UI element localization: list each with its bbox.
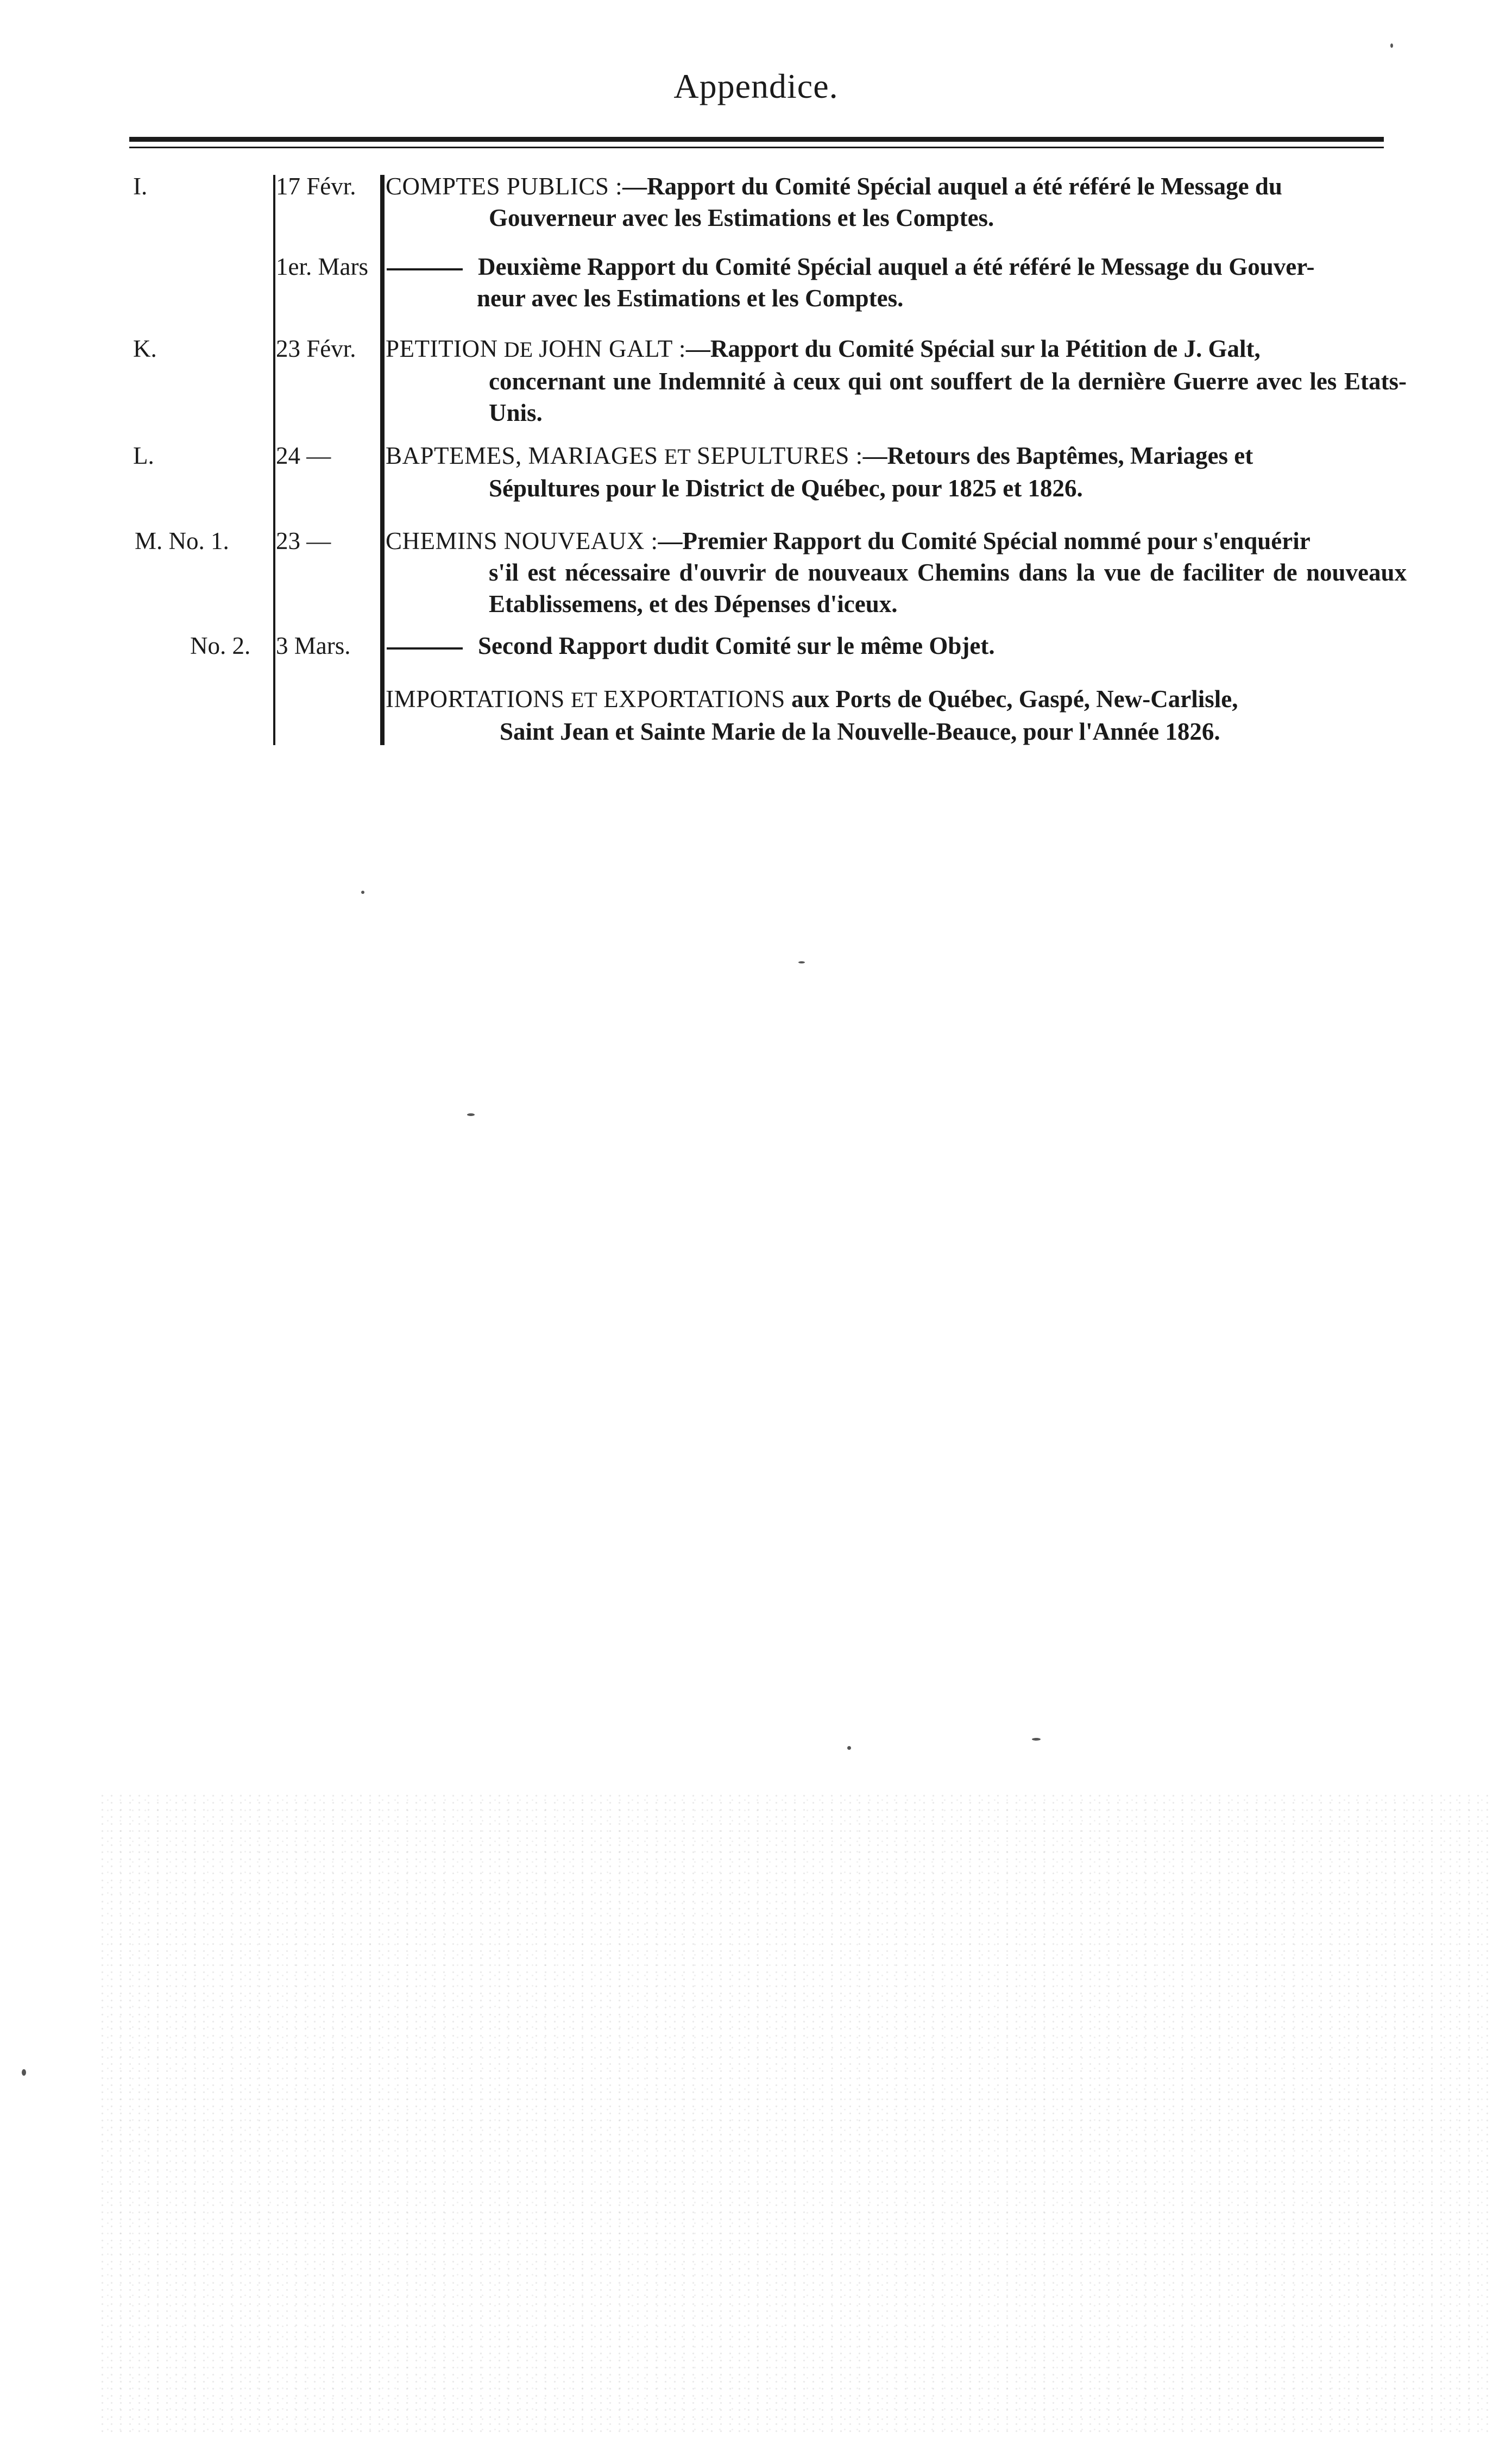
entry-lead: —Premier Rapport du Comité Spécial nommé pour s'enquérir: [658, 527, 1311, 554]
scan-speck: [798, 961, 805, 963]
entry-heading: COMPTES PUBLICS :: [386, 173, 623, 200]
entry-continuation: Sépultures pour le District de Québec, pour 1825 et 1826.: [489, 475, 1083, 502]
entry-heading: IMPORTATIONS: [386, 685, 565, 713]
entry-date: 23 —: [276, 527, 331, 554]
entry-continuation: Gouverneur avec les Estimations et les Comptes.: [489, 204, 994, 231]
entry-text: [386, 251, 1407, 314]
page-title: Appendice.: [673, 67, 839, 105]
entry-text: [386, 333, 1407, 428]
entry-date: 24 —: [276, 442, 331, 469]
entry-lead: —Retours des Baptêmes, Mariages et: [862, 442, 1253, 469]
scan-speck: [1032, 1738, 1041, 1741]
scan-speck: [22, 2069, 26, 2076]
entry-letter: I.: [133, 173, 148, 200]
entry-date: 23 Févr.: [276, 335, 356, 362]
entry-letter: L.: [133, 442, 154, 469]
ditto-dash: [387, 268, 463, 270]
entry-text: [386, 440, 1407, 504]
entry-continuation: Saint Jean et Sainte Marie de la Nouvelle-Beauce, pour l'Année 1826.: [500, 718, 1220, 745]
entry-continuation: concernant une Indemnité à ceux qui ont souffert de la dernière Guerre avec les Etats-Unis.: [489, 368, 1407, 426]
entry-text: [386, 630, 1407, 661]
entry-lead: Deuxième Rapport du Comité Spécial auquel a été référé le Message du Gouver-: [478, 253, 1315, 280]
scan-speck: [467, 1113, 475, 1116]
entry-text: [386, 525, 1407, 620]
entry-date: 3 Mars.: [276, 632, 351, 659]
scan-speck: [847, 1746, 851, 1750]
entry-continuation: s'il est nécessaire d'ouvrir de nouveaux Chemins dans la vue de faciliter de nouveaux Etablissemens, et des Dépenses d'iceux.: [489, 559, 1407, 617]
entry-letter: M. No. 1.: [135, 527, 229, 554]
entry-heading: PETITION: [386, 335, 498, 362]
entry-heading: EXPORTATIONS: [603, 685, 785, 713]
entry-letter: No. 2.: [190, 632, 251, 659]
header-rule-thin: [129, 147, 1384, 148]
entry-heading-connector: ET: [664, 444, 691, 469]
entry-date: 1er. Mars: [276, 253, 368, 280]
entry-text: [386, 683, 1407, 747]
entry-continuation: neur avec les Estimations et les Comptes.: [477, 285, 904, 312]
entry-text: [386, 171, 1407, 234]
entry-lead: Second Rapport dudit Comité sur le même Objet.: [478, 632, 995, 659]
entry-heading: BAPTEMES, MARIAGES: [386, 442, 658, 469]
scan-speck: [1390, 43, 1393, 48]
entry-heading: CHEMINS NOUVEAUX :: [386, 527, 658, 554]
entry-letter: K.: [133, 335, 157, 362]
entry-heading: SEPULTURES :: [696, 442, 863, 469]
entry-heading-connector: DE: [503, 337, 533, 362]
entry-heading-connector: ET: [570, 688, 597, 712]
entry-lead: aux Ports de Québec, Gaspé, New-Carlisle,: [791, 685, 1238, 713]
entry-lead: —Rapport du Comité Spécial auquel a été référé le Message du: [622, 173, 1282, 200]
entry-heading: JOHN GALT :: [539, 335, 686, 362]
scan-speck: [361, 891, 364, 894]
ditto-dash: [387, 647, 463, 650]
scan-noise: [98, 1792, 1488, 2433]
entry-date: 17 Févr.: [276, 173, 356, 200]
header-rule-thick: [129, 137, 1384, 142]
entry-lead: —Rapport du Comité Spécial sur la Pétition de J. Galt,: [685, 335, 1261, 362]
